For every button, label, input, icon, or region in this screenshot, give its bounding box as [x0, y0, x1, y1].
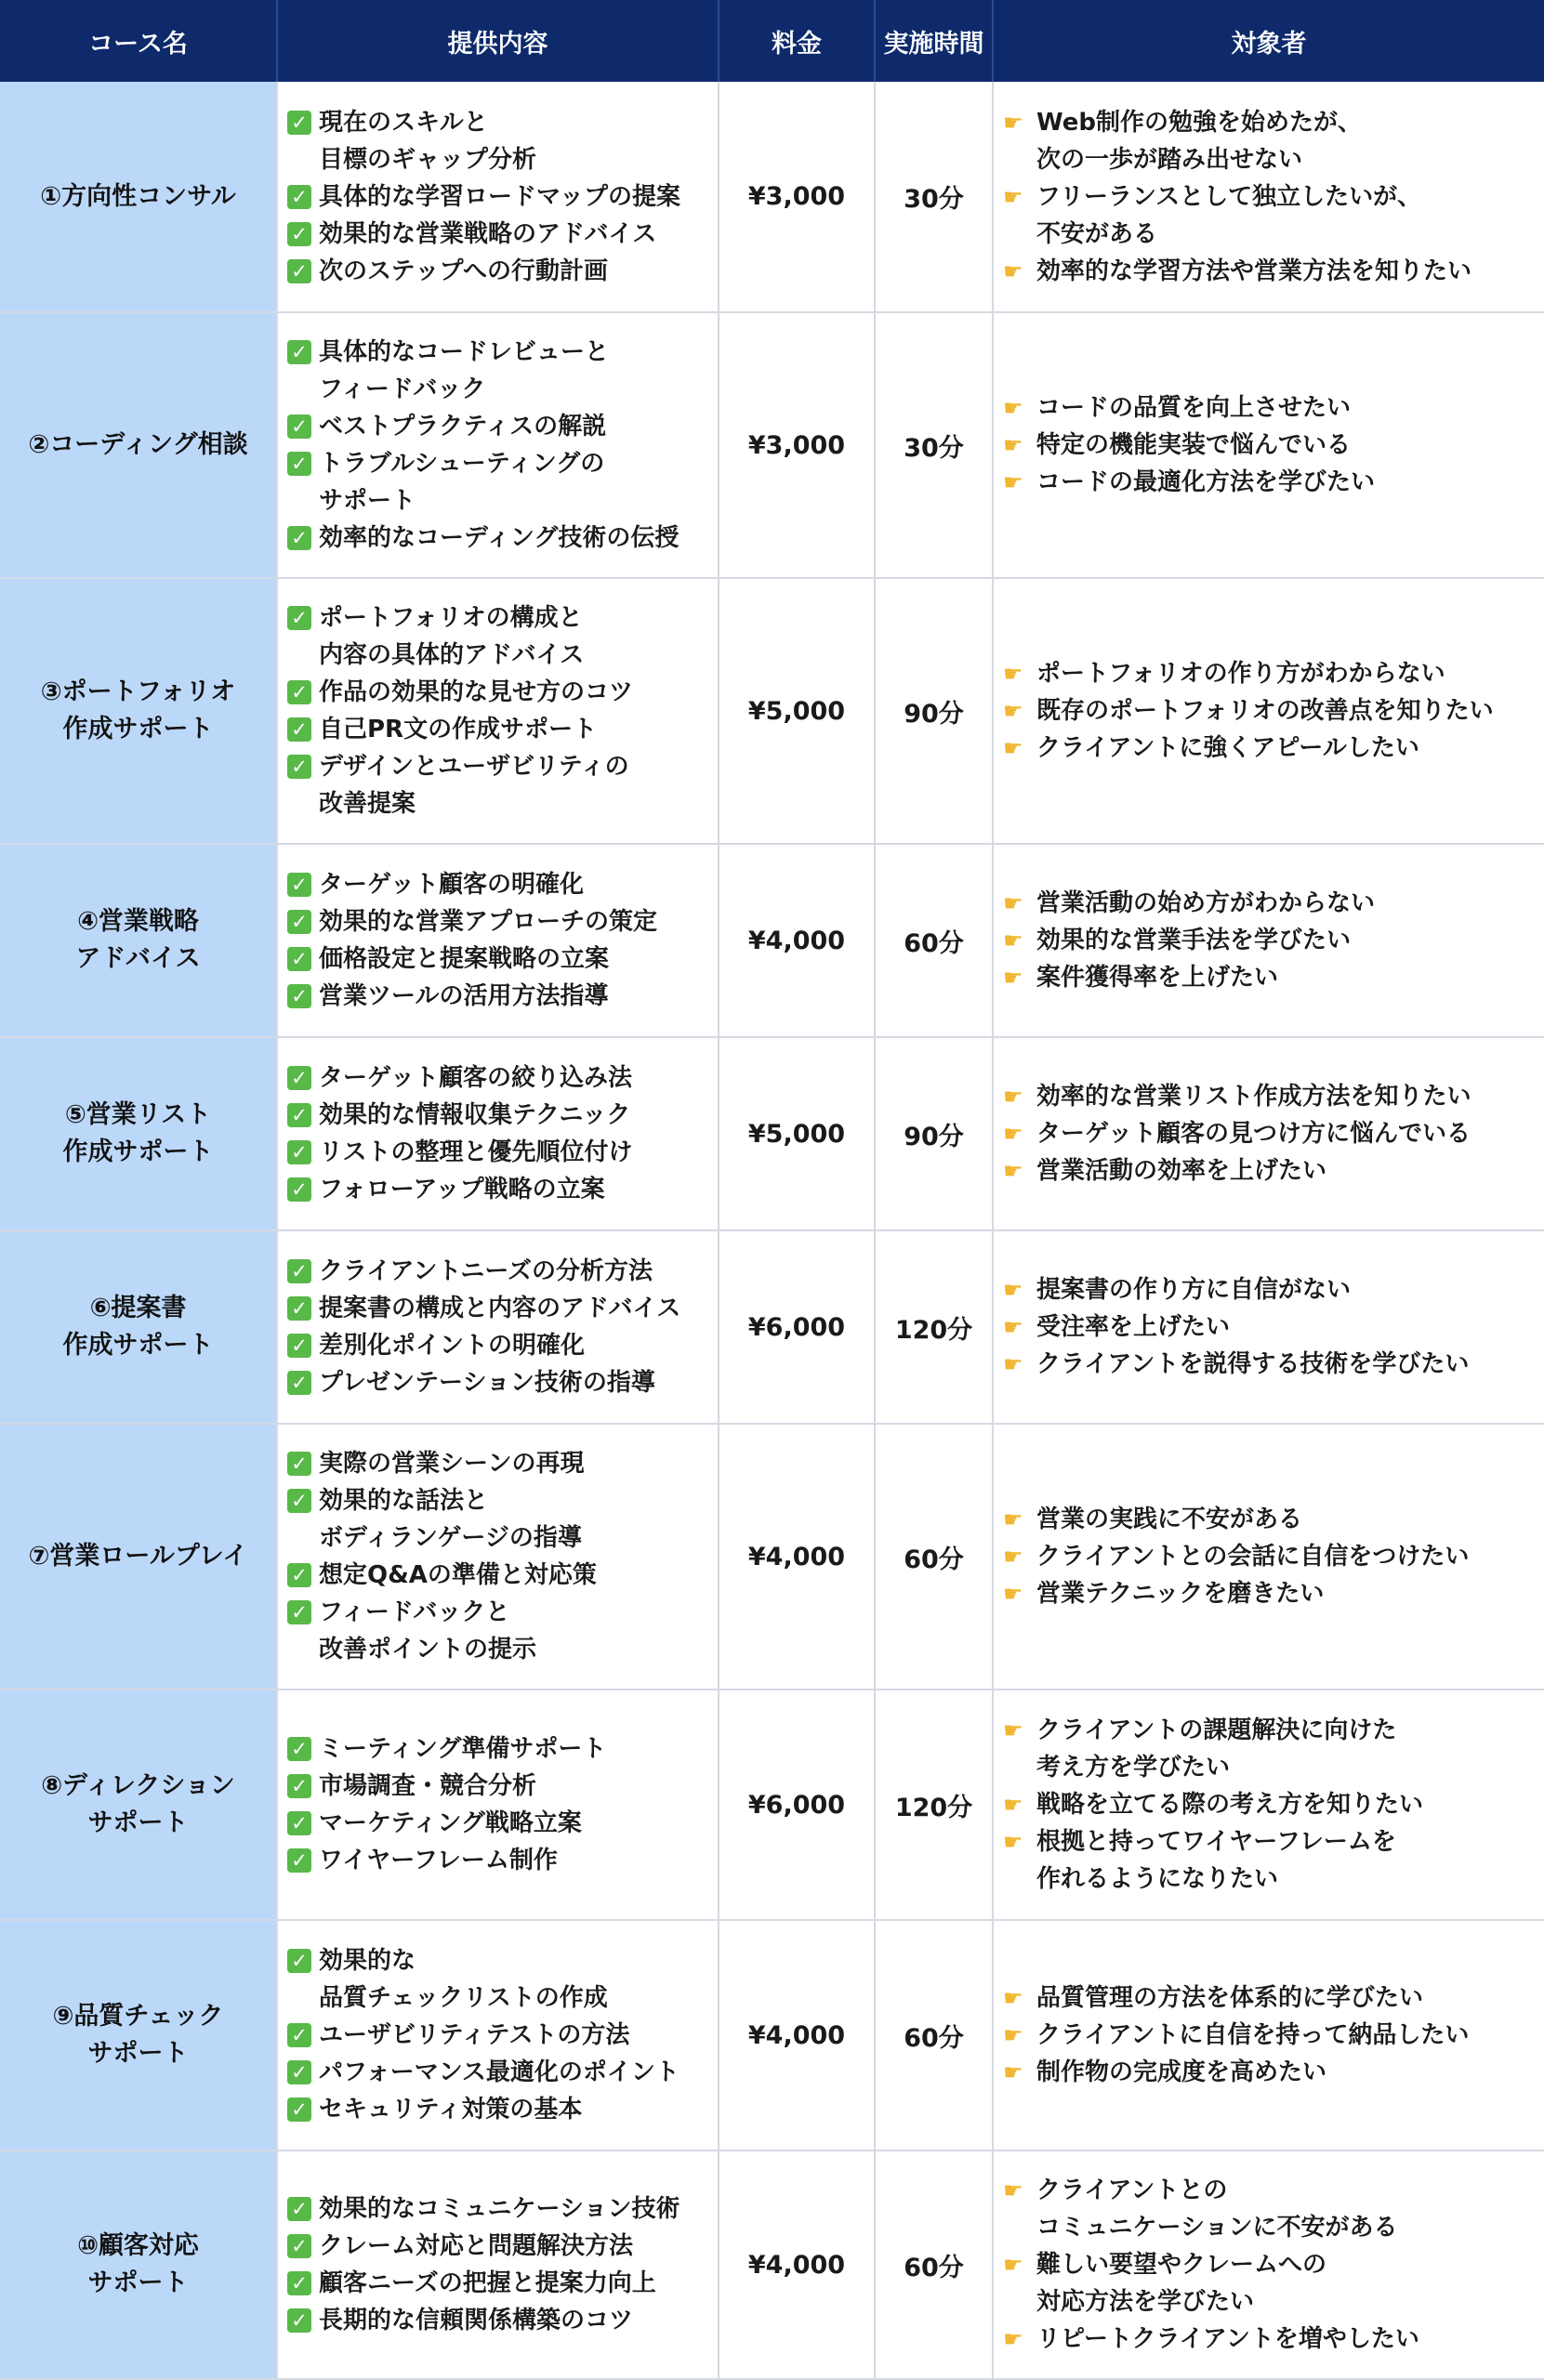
pointing-hand-icon: ☛	[1003, 1985, 1023, 2011]
contents-item-text: 顧客ニーズの把握と提案力向上	[319, 2269, 656, 2297]
table-row	[0, 1230, 1544, 1424]
contents-item	[287, 2054, 710, 2091]
price-cell: ¥4,000	[719, 1920, 875, 2150]
target-item	[1003, 959, 1537, 996]
target-cell	[993, 1690, 1544, 1920]
target-item	[1003, 2054, 1537, 2091]
duration-cell: 90分	[875, 1037, 993, 1230]
pointing-hand-icon: ☛	[1003, 965, 1023, 991]
contents-item	[287, 1805, 710, 1842]
contents-item-text: ターゲット顧客の絞り込み法	[319, 1064, 632, 1092]
check-box-icon: ✓	[287, 2308, 311, 2333]
check-box-icon: ✓	[287, 1563, 311, 1587]
contents-item	[287, 1557, 710, 1594]
check-box-icon: ✓	[287, 222, 311, 246]
check-box-icon: ✓	[287, 1949, 311, 1973]
duration-cell: 120分	[875, 1230, 993, 1424]
contents-item	[287, 2265, 710, 2302]
pointing-hand-icon: ☛	[1003, 2059, 1023, 2085]
contents-item	[287, 1842, 710, 1879]
contents-item-text: 効果的なコミュニケーション技術	[319, 2195, 680, 2223]
target-item-text: 効率的な学習方法や営業方法を知りたい	[1036, 256, 1472, 285]
target-item-text: クライアントを説得する技術を学びたい	[1036, 1350, 1470, 1378]
contents-item-text: 効率的なコーディング技術の伝授	[319, 524, 680, 552]
table-row	[0, 1424, 1544, 1690]
target-cell	[993, 2150, 1544, 2379]
contents-item	[287, 674, 710, 711]
contents-item	[287, 1768, 710, 1805]
contents-item	[287, 1942, 710, 2017]
contents-cell	[277, 2150, 719, 2379]
pointing-hand-icon: ☛	[1003, 661, 1023, 687]
contents-item	[287, 334, 710, 408]
target-cell	[993, 312, 1544, 578]
pointing-hand-icon: ☛	[1003, 1792, 1023, 1818]
contents-item	[287, 866, 710, 903]
pointing-hand-icon: ☛	[1003, 1581, 1023, 1607]
contents-list	[278, 1445, 718, 1668]
contents-item	[287, 940, 710, 978]
pointing-hand-icon: ☛	[1003, 1314, 1023, 1340]
price-cell: ¥4,000	[719, 844, 875, 1037]
price-cell: ¥5,000	[719, 578, 875, 844]
contents-item	[287, 1134, 710, 1171]
contents-item	[287, 2228, 710, 2265]
target-list	[994, 1271, 1544, 1383]
pointing-hand-icon: ☛	[1003, 1084, 1023, 1110]
target-item	[1003, 1979, 1537, 2017]
contents-item	[287, 1364, 710, 1401]
contents-item	[287, 1171, 710, 1208]
contents-item	[287, 1730, 710, 1768]
table-row	[0, 312, 1544, 578]
contents-item	[287, 2190, 710, 2228]
table-row	[0, 578, 1544, 844]
target-item	[1003, 464, 1537, 501]
check-box-icon: ✓	[287, 717, 311, 742]
contents-list	[278, 1942, 718, 2128]
contents-cell	[277, 312, 719, 578]
contents-item-text: ベストプラクティスの解説	[319, 413, 607, 440]
target-cell	[993, 1424, 1544, 1690]
price-cell: ¥5,000	[719, 1037, 875, 1230]
course-name-cell: ⑩顧客対応 サポート	[0, 2150, 277, 2379]
header-contents: 提供内容	[277, 0, 719, 82]
check-box-icon: ✓	[287, 1737, 311, 1761]
contents-item-text: クレーム対応と問題解決方法	[319, 2232, 634, 2260]
contents-item-text: ポートフォリオの構成と 内容の具体的アドバイス	[319, 604, 585, 669]
target-item-text: 品質管理の方法を体系的に学びたい	[1036, 1984, 1424, 2012]
contents-item	[287, 1290, 710, 1327]
table-row	[0, 1037, 1544, 1230]
target-item-text: 根拠と持ってワイヤーフレームを 作れるようになりたい	[1036, 1828, 1396, 1893]
target-list	[994, 2172, 1544, 2358]
contents-item	[287, 711, 710, 748]
check-box-icon: ✓	[287, 111, 311, 135]
target-item	[1003, 1575, 1537, 1612]
price-cell: ¥3,000	[719, 82, 875, 312]
target-cell	[993, 844, 1544, 1037]
target-item-text: 営業活動の始め方がわからない	[1036, 889, 1376, 917]
check-box-icon: ✓	[287, 340, 311, 364]
pointing-hand-icon: ☛	[1003, 1121, 1023, 1147]
check-box-icon: ✓	[287, 1371, 311, 1395]
contents-item-text: 具体的なコードレビューと フィードバック	[319, 338, 610, 403]
contents-item-text: リストの整理と優先順位付け	[319, 1138, 633, 1166]
course-name-cell: ⑤営業リスト 作成サポート	[0, 1037, 277, 1230]
pointing-hand-icon: ☛	[1003, 1506, 1023, 1532]
duration-cell: 60分	[875, 844, 993, 1037]
check-box-icon: ✓	[287, 873, 311, 897]
target-list	[994, 1501, 1544, 1612]
price-cell: ¥6,000	[719, 1230, 875, 1424]
target-item-text: クライアントの課題解決に向けた 考え方を学びたい	[1036, 1716, 1397, 1782]
target-item-text: 営業の実践に不安がある	[1036, 1506, 1303, 1533]
target-item	[1003, 104, 1537, 178]
check-box-icon: ✓	[287, 1848, 311, 1873]
target-item	[1003, 1538, 1537, 1575]
contents-item-text: ユーザビリティテストの方法	[319, 2021, 630, 2049]
price-cell: ¥6,000	[719, 1690, 875, 1920]
table-row	[0, 1690, 1544, 1920]
table-header	[0, 0, 1544, 82]
contents-item-text: 効果的な営業アプローチの策定	[319, 908, 658, 936]
table-row	[0, 2150, 1544, 2379]
contents-item	[287, 104, 710, 178]
duration-cell: 60分	[875, 1424, 993, 1690]
header-target: 対象者	[993, 0, 1544, 82]
target-item	[1003, 730, 1537, 767]
target-item	[1003, 2172, 1537, 2246]
check-box-icon: ✓	[287, 947, 311, 971]
target-item	[1003, 253, 1537, 290]
target-item	[1003, 1078, 1537, 1115]
contents-item-text: トラブルシューティングの サポート	[319, 450, 605, 515]
contents-item	[287, 599, 710, 674]
table-body	[0, 82, 1544, 2379]
contents-item-text: クライアントニーズの分析方法	[319, 1257, 653, 1285]
target-item	[1003, 1712, 1537, 1786]
contents-list	[278, 599, 718, 822]
target-item	[1003, 1501, 1537, 1538]
pointing-hand-icon: ☛	[1003, 432, 1023, 458]
target-item-text: Web制作の勉強を始めたが、 次の一歩が踏み出せない	[1036, 108, 1362, 174]
contents-item	[287, 1327, 710, 1364]
target-item	[1003, 1346, 1537, 1383]
target-item-text: 既存のポートフォリオの改善点を知りたい	[1036, 697, 1494, 725]
check-box-icon: ✓	[287, 1334, 311, 1358]
price-cell: ¥4,000	[719, 2150, 875, 2379]
pointing-hand-icon: ☛	[1003, 1158, 1023, 1184]
target-item-text: クライアントとの会話に自信をつけたい	[1036, 1543, 1470, 1571]
contents-list	[278, 334, 718, 557]
check-box-icon: ✓	[287, 1140, 311, 1164]
check-box-icon: ✓	[287, 2197, 311, 2221]
contents-item-text: 実際の営業シーンの再現	[319, 1450, 585, 1478]
contents-item-text: 市場調査・競合分析	[319, 1772, 537, 1800]
target-cell	[993, 1037, 1544, 1230]
contents-cell	[277, 82, 719, 312]
contents-item-text: デザインとユーザビリティの 改善提案	[319, 753, 629, 818]
pointing-hand-icon: ☛	[1003, 735, 1023, 761]
check-box-icon: ✓	[287, 1103, 311, 1127]
contents-item-text: ミーティング準備サポート	[319, 1735, 607, 1763]
target-item-text: 難しい要望やクレームへの 対応方法を学びたい	[1036, 2251, 1327, 2316]
contents-cell	[277, 844, 719, 1037]
course-name-cell: ⑨品質チェック サポート	[0, 1920, 277, 2150]
contents-item	[287, 1445, 710, 1482]
contents-item-text: マーケティング戦略立案	[319, 1809, 582, 1837]
contents-list	[278, 104, 718, 290]
target-list	[994, 104, 1544, 290]
pointing-hand-icon: ☛	[1003, 698, 1023, 724]
target-list	[994, 389, 1544, 501]
duration-cell: 30分	[875, 312, 993, 578]
target-item	[1003, 178, 1537, 253]
price-cell: ¥3,000	[719, 312, 875, 578]
contents-item	[287, 1482, 710, 1557]
target-item-text: コードの最適化方法を学びたい	[1036, 468, 1376, 496]
contents-list	[278, 1730, 718, 1879]
contents-item	[287, 519, 710, 557]
target-item-text: 特定の機能実装で悩んでいる	[1036, 431, 1352, 459]
target-item	[1003, 2321, 1537, 2358]
target-item-text: コードの品質を向上させたい	[1036, 394, 1352, 422]
check-box-icon: ✓	[287, 2271, 311, 2295]
target-list	[994, 885, 1544, 996]
target-item-text: クライアントに強くアピールしたい	[1036, 734, 1419, 762]
pointing-hand-icon: ☛	[1003, 927, 1023, 953]
contents-item-text: 効果的な話法と ボディランゲージの指導	[319, 1487, 582, 1552]
target-item-text: 営業テクニックを磨きたい	[1036, 1580, 1325, 1608]
contents-item-text: 長期的な信頼関係構築のコツ	[319, 2307, 634, 2334]
target-item-text: ポートフォリオの作り方がわからない	[1036, 660, 1445, 688]
duration-cell: 30分	[875, 82, 993, 312]
contents-list	[278, 1059, 718, 1208]
contents-item-text: ターゲット顧客の明確化	[319, 871, 584, 899]
contents-item-text: フォローアップ戦略の立案	[319, 1176, 605, 1203]
check-box-icon: ✓	[287, 259, 311, 283]
contents-item	[287, 253, 710, 290]
check-box-icon: ✓	[287, 1296, 311, 1321]
check-box-icon: ✓	[287, 2023, 311, 2047]
contents-item	[287, 408, 710, 445]
pointing-hand-icon: ☛	[1003, 1277, 1023, 1303]
table-row	[0, 1920, 1544, 2150]
contents-item	[287, 1594, 710, 1668]
contents-item	[287, 2302, 710, 2339]
course-name-cell: ③ポートフォリオ 作成サポート	[0, 578, 277, 844]
contents-list	[278, 1253, 718, 1401]
duration-cell: 90分	[875, 578, 993, 844]
target-item	[1003, 885, 1537, 922]
target-item	[1003, 1308, 1537, 1346]
target-cell	[993, 578, 1544, 844]
target-item	[1003, 1823, 1537, 1898]
header-duration: 実施時間	[875, 0, 993, 82]
target-item-text: 案件獲得率を上げたい	[1036, 964, 1279, 992]
duration-cell: 60分	[875, 1920, 993, 2150]
contents-item-text: 効果的な営業戦略のアドバイス	[319, 219, 657, 248]
course-name-cell: ⑥提案書 作成サポート	[0, 1230, 277, 1424]
target-item	[1003, 1152, 1537, 1190]
check-box-icon: ✓	[287, 185, 311, 209]
target-item-text: 営業活動の効率を上げたい	[1036, 1157, 1327, 1185]
check-box-icon: ✓	[287, 1811, 311, 1835]
target-item	[1003, 2017, 1537, 2054]
target-cell	[993, 1230, 1544, 1424]
contents-item-text: 効果的な情報収集テクニック	[319, 1101, 631, 1129]
target-cell	[993, 1920, 1544, 2150]
contents-item-text: パフォーマンス最適化のポイント	[319, 2058, 680, 2086]
contents-item	[287, 1097, 710, 1134]
target-item	[1003, 1786, 1537, 1823]
course-name-cell: ④営業戦略 アドバイス	[0, 844, 277, 1037]
contents-item	[287, 903, 710, 940]
pointing-hand-icon: ☛	[1003, 1717, 1023, 1743]
check-box-icon: ✓	[287, 1774, 311, 1798]
pointing-hand-icon: ☛	[1003, 2177, 1023, 2203]
course-name-cell: ②コーディング相談	[0, 312, 277, 578]
check-box-icon: ✓	[287, 1177, 311, 1202]
check-box-icon: ✓	[287, 984, 311, 1008]
contents-item	[287, 216, 710, 253]
pointing-hand-icon: ☛	[1003, 1829, 1023, 1855]
check-box-icon: ✓	[287, 680, 311, 704]
course-name-cell: ①方向性コンサル	[0, 82, 277, 312]
target-item	[1003, 389, 1537, 427]
header-course-name: コース名	[0, 0, 277, 82]
contents-cell	[277, 1037, 719, 1230]
contents-item	[287, 748, 710, 822]
target-item-text: クライアントに自信を持って納品したい	[1036, 2021, 1470, 2049]
check-box-icon: ✓	[287, 1066, 311, 1090]
target-item-text: フリーランスとして独立したいが、 不安がある	[1036, 182, 1422, 248]
duration-cell: 60分	[875, 2150, 993, 2379]
target-list	[994, 655, 1544, 767]
target-cell	[993, 82, 1544, 312]
pointing-hand-icon: ☛	[1003, 1351, 1023, 1377]
contents-item-text: セキュリティ対策の基本	[319, 2096, 583, 2124]
contents-item-text: 現在のスキルと 目標のギャップ分析	[319, 108, 537, 174]
check-box-icon: ✓	[287, 1452, 311, 1476]
duration-cell: 120分	[875, 1690, 993, 1920]
target-item	[1003, 692, 1537, 730]
check-box-icon: ✓	[287, 1259, 311, 1283]
target-item	[1003, 1271, 1537, 1308]
contents-item	[287, 1059, 710, 1097]
contents-item-text: ワイヤーフレーム制作	[319, 1847, 558, 1874]
contents-item-text: 提案書の構成と内容のアドバイス	[319, 1295, 681, 1322]
check-box-icon: ✓	[287, 1600, 311, 1624]
contents-cell	[277, 578, 719, 844]
target-item-text: 制作物の完成度を高めたい	[1036, 2058, 1327, 2086]
target-item-text: ターゲット顧客の見つけ方に悩んでいる	[1036, 1120, 1471, 1148]
contents-item	[287, 178, 710, 216]
pointing-hand-icon: ☛	[1003, 2252, 1023, 2278]
target-item-text: 効率的な営業リスト作成方法を知りたい	[1036, 1083, 1471, 1111]
check-box-icon: ✓	[287, 526, 311, 550]
price-cell: ¥4,000	[719, 1424, 875, 1690]
contents-item-text: フィードバックと 改善ポイントの提示	[319, 1598, 537, 1663]
target-list	[994, 1979, 1544, 2091]
target-item-text: 効果的な営業手法を学びたい	[1036, 927, 1352, 954]
target-item-text: 受注率を上げたい	[1036, 1313, 1231, 1341]
pointing-hand-icon: ☛	[1003, 469, 1023, 495]
pointing-hand-icon: ☛	[1003, 183, 1023, 210]
check-box-icon: ✓	[287, 755, 311, 779]
contents-item-text: 次のステップへの行動計画	[319, 256, 608, 285]
check-box-icon: ✓	[287, 2060, 311, 2084]
contents-item-text: プレゼンテーション技術の指導	[319, 1369, 655, 1397]
pointing-hand-icon: ☛	[1003, 257, 1023, 284]
pointing-hand-icon: ☛	[1003, 395, 1023, 421]
header-price: 料金	[719, 0, 875, 82]
contents-cell	[277, 1920, 719, 2150]
check-box-icon: ✓	[287, 2234, 311, 2258]
target-list	[994, 1078, 1544, 1190]
contents-item	[287, 445, 710, 519]
pointing-hand-icon: ☛	[1003, 109, 1023, 136]
check-box-icon: ✓	[287, 414, 311, 439]
contents-item-text: 作品の効果的な見せ方のコツ	[319, 678, 634, 706]
contents-cell	[277, 1424, 719, 1690]
check-box-icon: ✓	[287, 910, 311, 934]
contents-item-text: 具体的な学習ロードマップの提案	[319, 182, 680, 211]
table-row	[0, 82, 1544, 312]
check-box-icon: ✓	[287, 2097, 311, 2122]
contents-item-text: 自己PR文の作成サポート	[319, 716, 598, 743]
contents-item	[287, 978, 710, 1015]
target-item	[1003, 922, 1537, 959]
target-list	[994, 1712, 1544, 1898]
table-row	[0, 844, 1544, 1037]
contents-item-text: 効果的な 品質チェックリストの作成	[319, 1947, 608, 2012]
pointing-hand-icon: ☛	[1003, 2022, 1023, 2048]
contents-item-text: 価格設定と提案戦略の立案	[319, 945, 610, 973]
target-item	[1003, 1115, 1537, 1152]
contents-list	[278, 2190, 718, 2339]
target-item-text: 提案書の作り方に自信がない	[1036, 1276, 1352, 1304]
course-name-cell: ⑧ディレクション サポート	[0, 1690, 277, 1920]
contents-cell	[277, 1230, 719, 1424]
contents-item	[287, 1253, 710, 1290]
course-name-cell: ⑦営業ロールプレイ	[0, 1424, 277, 1690]
target-item	[1003, 2246, 1537, 2321]
header-row	[0, 0, 1544, 82]
pointing-hand-icon: ☛	[1003, 1544, 1023, 1570]
target-item	[1003, 655, 1537, 692]
check-box-icon: ✓	[287, 1489, 311, 1513]
contents-item	[287, 2091, 710, 2128]
target-item-text: リピートクライアントを増やしたい	[1036, 2325, 1419, 2353]
check-box-icon: ✓	[287, 452, 311, 476]
contents-item-text: 想定Q&Aの準備と対応策	[319, 1561, 597, 1589]
contents-item	[287, 2017, 710, 2054]
check-box-icon: ✓	[287, 606, 311, 630]
target-item-text: 戦略を立てる際の考え方を知りたい	[1036, 1791, 1424, 1819]
contents-cell	[277, 1690, 719, 1920]
contents-item-text: 営業ツールの活用方法指導	[319, 982, 609, 1010]
pointing-hand-icon: ☛	[1003, 890, 1023, 916]
target-item-text: クライアントとの コミュニケーションに不安がある	[1036, 2176, 1398, 2242]
target-item	[1003, 427, 1537, 464]
contents-item-text: 差別化ポイントの明確化	[319, 1332, 586, 1360]
pointing-hand-icon: ☛	[1003, 2326, 1023, 2352]
contents-list	[278, 866, 718, 1015]
